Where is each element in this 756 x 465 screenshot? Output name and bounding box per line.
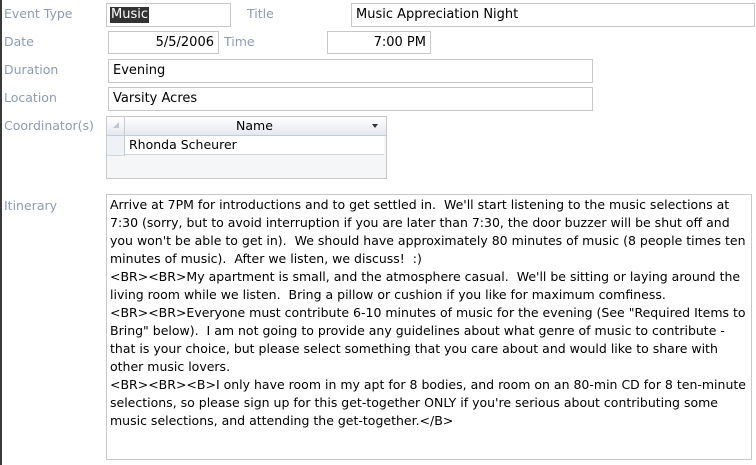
coordinator-name-cell[interactable]: Rhonda Scheurer [125,136,384,155]
select-all-corner[interactable] [107,117,125,135]
title-label: Title [247,6,274,21]
column-dropdown-arrow-icon[interactable] [372,124,378,128]
coordinators-subform[interactable] [106,116,387,179]
name-column-label: Name [236,118,273,133]
time-field[interactable]: 7:00 PM [327,31,431,54]
itinerary-label: Itinerary [4,198,58,213]
duration-field[interactable]: Evening [108,59,593,83]
name-column-header[interactable] [125,117,384,135]
event-type-label: Event Type [4,6,73,21]
itinerary-textbox[interactable]: Arrive at 7PM for introductions and to get settled in. We'll start listening to the music selections at 7:30 (sorry, but to avoid interruption if you are later than 7:30, the door buzzer will be shut off and you won't be able to get in). We should have approximately 80 minutes of music (8 people times ten minutes of music). After we listen, we discuss! :) <BR><BR>My apartment is small, and the atmosphere casual. We'll be sitting or laying around the living room while we listen. Bring a pillow or cushion if you like for maximum comfiness. <BR><BR>Everyone must contribute 6-10 minutes of music for the evening (See "Required Items to Bring" below). I am not going to provide any guidelines about what genre of music to contribute - that is your choice, but please select something that you care about and would like to share with other music lovers. <BR><BR><B>I only have room in my apt for 8 bodies, and room on an 80-min CD for 8 ten-minute selections, so please sign up for this get-together ONLY if you're serious about contributing some music selections, and attending the get-together.</B> [106,194,752,460]
record-selector[interactable] [107,136,125,156]
duration-label: Duration [4,62,59,77]
coordinators-label: Coordinator(s) [4,118,94,133]
form-left-border [0,0,2,465]
coordinators-header-row [107,117,386,136]
event-type-value: Music [111,7,148,22]
location-field[interactable]: Varsity Acres [108,87,593,111]
select-all-triangle-icon [113,122,119,128]
date-label: Date [4,34,34,49]
date-field[interactable]: 5/5/2006 [108,31,219,54]
event-type-field[interactable] [106,3,231,27]
location-label: Location [4,90,57,105]
title-field[interactable]: Music Appreciation Night [351,3,755,27]
time-label: Time [224,34,255,49]
